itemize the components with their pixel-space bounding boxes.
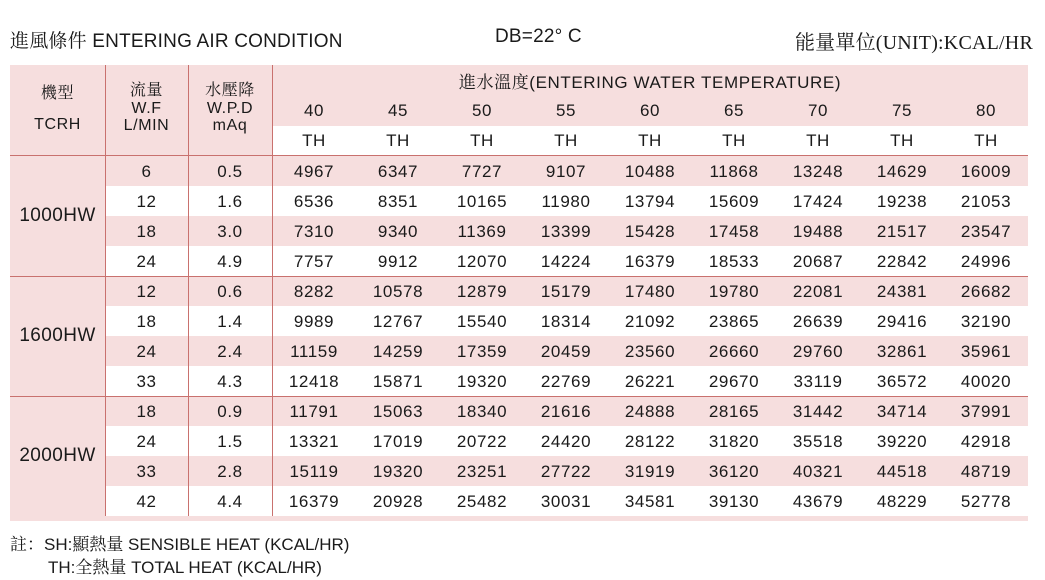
th-label: TH bbox=[554, 131, 578, 150]
capacity-value: 22081 bbox=[792, 282, 844, 301]
temp-80: 80 bbox=[975, 100, 997, 120]
capacity-value: 16009 bbox=[960, 162, 1012, 181]
capacity-value: 9912 bbox=[377, 252, 419, 271]
flow-value: 18 bbox=[136, 402, 157, 421]
capacity-value: 35518 bbox=[792, 432, 844, 451]
model-2000HW: 2000HW bbox=[19, 445, 96, 466]
capacity-value: 40020 bbox=[960, 372, 1012, 391]
capacity-value: 15119 bbox=[289, 462, 339, 481]
capacity-value: 20459 bbox=[540, 342, 592, 361]
capacity-value: 13399 bbox=[540, 222, 592, 241]
column-rule bbox=[272, 65, 273, 516]
capacity-value: 44518 bbox=[876, 462, 928, 481]
unit-label: 能量單位(UNIT):KCAL/HR bbox=[794, 32, 1033, 54]
capacity-value: 31820 bbox=[708, 432, 760, 451]
capacity-value: 22842 bbox=[876, 252, 928, 271]
capacity-value: 19488 bbox=[792, 222, 844, 241]
capacity-value: 21517 bbox=[876, 222, 928, 241]
capacity-value: 12879 bbox=[456, 282, 508, 301]
capacity-value: 14224 bbox=[540, 252, 592, 271]
column-rule bbox=[105, 65, 106, 516]
temp-50: 50 bbox=[471, 100, 493, 120]
th-label: TH bbox=[974, 131, 998, 150]
capacity-value: 32190 bbox=[960, 312, 1012, 331]
capacity-value: 13248 bbox=[792, 162, 844, 181]
capacity-value: 52778 bbox=[960, 492, 1012, 511]
capacity-value: 9107 bbox=[545, 162, 587, 181]
temp-70: 70 bbox=[807, 100, 829, 120]
capacity-value: 23865 bbox=[708, 312, 760, 331]
capacity-value: 15063 bbox=[372, 402, 424, 421]
wpd-value: 0.5 bbox=[217, 162, 243, 181]
capacity-value: 10488 bbox=[624, 162, 676, 181]
capacity-value: 48719 bbox=[960, 462, 1012, 481]
capacity-value: 36572 bbox=[876, 372, 928, 391]
capacity-value: 48229 bbox=[876, 492, 928, 511]
capacity-table bbox=[10, 65, 1028, 521]
water-temp-header: 進水溫度(ENTERING WATER TEMPERATURE) bbox=[458, 72, 842, 92]
wpd-value: 0.9 bbox=[217, 402, 243, 421]
capacity-value: 15428 bbox=[624, 222, 676, 241]
note-sensible-heat: 註：SH:顯熱量 SENSIBLE HEAT (KCAL/HR) bbox=[10, 535, 350, 554]
temp-45: 45 bbox=[387, 100, 409, 120]
flow-value: 24 bbox=[136, 252, 157, 271]
capacity-value: 11791 bbox=[289, 402, 339, 421]
capacity-value: 29416 bbox=[876, 312, 928, 331]
th-label: TH bbox=[470, 131, 494, 150]
model-header-en: TCRH bbox=[34, 116, 81, 133]
flow-value: 24 bbox=[136, 342, 157, 361]
flow-header-abbr: W.F bbox=[131, 100, 162, 117]
temp-55: 55 bbox=[555, 100, 577, 120]
column-rule bbox=[188, 65, 189, 516]
capacity-value: 11369 bbox=[457, 222, 507, 241]
model-header-cn: 機型 bbox=[40, 85, 75, 102]
wpd-header bbox=[188, 73, 272, 143]
capacity-value: 36120 bbox=[708, 462, 760, 481]
capacity-value: 29670 bbox=[708, 372, 760, 391]
capacity-value: 10165 bbox=[456, 192, 508, 211]
wpd-value: 4.9 bbox=[217, 252, 243, 271]
flow-value: 12 bbox=[136, 282, 157, 301]
entering-air-condition-title: 進風條件 ENTERING AIR CONDITION bbox=[10, 31, 343, 52]
capacity-value: 19780 bbox=[708, 282, 760, 301]
capacity-value: 23251 bbox=[456, 462, 508, 481]
th-label: TH bbox=[722, 131, 746, 150]
capacity-value: 29760 bbox=[792, 342, 844, 361]
capacity-value: 12070 bbox=[456, 252, 508, 271]
capacity-value: 17480 bbox=[624, 282, 676, 301]
capacity-value: 33119 bbox=[793, 372, 843, 391]
th-label: TH bbox=[302, 131, 326, 150]
flow-header-unit: L/MIN bbox=[123, 117, 170, 134]
note-total-heat: TH:全熱量 TOTAL HEAT (KCAL/HR) bbox=[48, 558, 322, 577]
capacity-value: 14629 bbox=[876, 162, 928, 181]
wpd-value: 3.0 bbox=[217, 222, 243, 241]
capacity-value: 24420 bbox=[540, 432, 592, 451]
capacity-value: 17359 bbox=[456, 342, 508, 361]
flow-value: 24 bbox=[136, 432, 157, 451]
flow-value: 12 bbox=[136, 192, 157, 211]
capacity-value: 15179 bbox=[540, 282, 592, 301]
capacity-value: 19320 bbox=[372, 462, 424, 481]
capacity-value: 8282 bbox=[293, 282, 335, 301]
wpd-value: 1.6 bbox=[217, 192, 243, 211]
temp-40: 40 bbox=[303, 100, 325, 120]
model-header bbox=[10, 69, 105, 149]
capacity-value: 37991 bbox=[960, 402, 1012, 421]
flow-header bbox=[105, 73, 188, 143]
model-1600HW: 1600HW bbox=[19, 325, 96, 346]
notes bbox=[10, 533, 349, 579]
wpd-value: 1.5 bbox=[217, 432, 243, 451]
capacity-value: 24996 bbox=[960, 252, 1012, 271]
dry-bulb-label: DB=22° C bbox=[495, 26, 582, 47]
wpd-header-unit: mAq bbox=[212, 117, 248, 134]
capacity-value: 24888 bbox=[624, 402, 676, 421]
capacity-value: 26660 bbox=[708, 342, 760, 361]
capacity-value: 21616 bbox=[540, 402, 592, 421]
capacity-value: 17424 bbox=[792, 192, 844, 211]
th-label: TH bbox=[806, 131, 830, 150]
wpd-value: 2.8 bbox=[217, 462, 243, 481]
capacity-value: 23560 bbox=[624, 342, 676, 361]
th-label: TH bbox=[890, 131, 914, 150]
capacity-value: 19238 bbox=[876, 192, 928, 211]
capacity-value: 7727 bbox=[461, 162, 503, 181]
capacity-value: 7310 bbox=[293, 222, 335, 241]
capacity-value: 12767 bbox=[372, 312, 424, 331]
capacity-value: 30031 bbox=[540, 492, 592, 511]
capacity-value: 14259 bbox=[372, 342, 424, 361]
capacity-value: 25482 bbox=[456, 492, 508, 511]
flow-value: 6 bbox=[141, 162, 152, 181]
capacity-value: 31919 bbox=[624, 462, 676, 481]
capacity-value: 20722 bbox=[456, 432, 508, 451]
capacity-value: 21053 bbox=[960, 192, 1012, 211]
capacity-value: 26682 bbox=[960, 282, 1012, 301]
header-rule bbox=[10, 155, 1028, 156]
model-1000HW: 1000HW bbox=[19, 205, 96, 226]
capacity-value: 40321 bbox=[792, 462, 844, 481]
capacity-value: 31442 bbox=[792, 402, 844, 421]
capacity-value: 28122 bbox=[624, 432, 676, 451]
capacity-value: 7757 bbox=[293, 252, 335, 271]
capacity-value: 15609 bbox=[708, 192, 760, 211]
capacity-value: 20687 bbox=[792, 252, 844, 271]
capacity-value: 39130 bbox=[708, 492, 760, 511]
flow-value: 18 bbox=[136, 222, 157, 241]
flow-value: 42 bbox=[136, 492, 157, 511]
temp-75: 75 bbox=[891, 100, 913, 120]
capacity-value: 16379 bbox=[288, 492, 340, 511]
capacity-value: 22769 bbox=[540, 372, 592, 391]
capacity-value: 35961 bbox=[960, 342, 1012, 361]
flow-value: 18 bbox=[136, 312, 157, 331]
capacity-value: 28165 bbox=[708, 402, 760, 421]
capacity-value: 18314 bbox=[540, 312, 592, 331]
capacity-value: 18533 bbox=[708, 252, 760, 271]
capacity-value: 11868 bbox=[709, 162, 759, 181]
capacity-value: 39220 bbox=[876, 432, 928, 451]
flow-value: 33 bbox=[136, 462, 157, 481]
flow-header-cn: 流量 bbox=[129, 82, 164, 99]
capacity-value: 27722 bbox=[540, 462, 592, 481]
capacity-value: 13321 bbox=[288, 432, 340, 451]
capacity-value: 26221 bbox=[624, 372, 676, 391]
capacity-value: 6347 bbox=[377, 162, 419, 181]
capacity-value: 20928 bbox=[372, 492, 424, 511]
capacity-value: 24381 bbox=[876, 282, 928, 301]
temp-60: 60 bbox=[639, 100, 661, 120]
capacity-value: 17019 bbox=[372, 432, 424, 451]
capacity-value: 13794 bbox=[624, 192, 676, 211]
capacity-value: 15540 bbox=[456, 312, 508, 331]
capacity-value: 6536 bbox=[293, 192, 335, 211]
capacity-value: 34581 bbox=[624, 492, 676, 511]
wpd-value: 4.3 bbox=[217, 372, 243, 391]
capacity-value: 9989 bbox=[293, 312, 335, 331]
capacity-value: 26639 bbox=[792, 312, 844, 331]
wpd-header-abbr: W.P.D bbox=[206, 100, 254, 117]
capacity-value: 16379 bbox=[624, 252, 676, 271]
capacity-value: 8351 bbox=[377, 192, 419, 211]
group-rule bbox=[10, 396, 1028, 397]
wpd-value: 4.4 bbox=[217, 492, 243, 511]
capacity-value: 19320 bbox=[456, 372, 508, 391]
capacity-value: 23547 bbox=[960, 222, 1012, 241]
capacity-value: 17458 bbox=[708, 222, 760, 241]
capacity-value: 12418 bbox=[288, 372, 340, 391]
th-label: TH bbox=[386, 131, 410, 150]
capacity-value: 4967 bbox=[293, 162, 335, 181]
capacity-value: 10578 bbox=[372, 282, 424, 301]
capacity-value: 21092 bbox=[624, 312, 676, 331]
capacity-value: 32861 bbox=[876, 342, 928, 361]
wpd-value: 0.6 bbox=[217, 282, 243, 301]
capacity-value: 11980 bbox=[541, 192, 591, 211]
temp-65: 65 bbox=[723, 100, 745, 120]
capacity-value: 9340 bbox=[377, 222, 419, 241]
capacity-value: 11159 bbox=[290, 342, 338, 361]
wpd-value: 1.4 bbox=[217, 312, 243, 331]
capacity-value: 34714 bbox=[876, 402, 928, 421]
th-label: TH bbox=[638, 131, 662, 150]
capacity-value: 18340 bbox=[456, 402, 508, 421]
capacity-value: 42918 bbox=[960, 432, 1012, 451]
capacity-value: 15871 bbox=[372, 372, 424, 391]
group-rule bbox=[10, 276, 1028, 277]
capacity-value: 43679 bbox=[792, 492, 844, 511]
flow-value: 33 bbox=[136, 372, 157, 391]
wpd-value: 2.4 bbox=[217, 342, 243, 361]
wpd-header-cn: 水壓降 bbox=[205, 82, 255, 99]
